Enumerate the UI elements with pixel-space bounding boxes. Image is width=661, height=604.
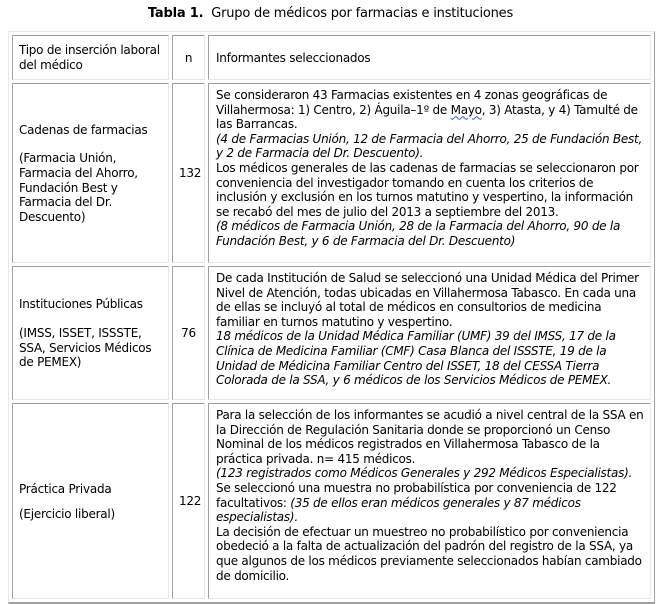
description-note: 18 médicos de la Unidad Médica Familiar (UMF) 39 del IMSS, 17 de la Clínica de Medicina Familiar (CMF) Casa Blanca del ISSSTE, 19 de la Unidad de Médicina Familiar Centro del ISSET, 18 del CESSA Tierra Colorada de la SSA, y 6 médicos de los Servicios Médicos de PEMEX.: [216, 329, 616, 388]
description-note: (123 registrados como Médicos Generales y 292 Médicos Especialistas).: [216, 466, 633, 481]
description-note: (8 médicos de Farmacia Unión, 28 de la Farmacia del Ahorro, 90 de la Fundación Best, y 6 de Farmacia del Dr. Descuento): [216, 219, 621, 248]
table-row-private-practice: [12, 403, 651, 599]
table-row-public-institutions: [12, 266, 651, 400]
description-paragraph: De cada Institución de Salud se seleccionó una Unidad Médica del Primer Nivel de Atención, todas ubicadas en Villahermosa Tabasco. En cada una de ellas se incluyó al total de médicos en consultorios de medicina familiar en turnos matutino y vespertino.: [216, 271, 639, 329]
physicians-table: [8, 31, 655, 604]
description-paragraph: [216, 88, 644, 132]
n-value: 122: [172, 403, 205, 599]
type-detail: (Farmacia Unión, Farmacia del Ahorro, Fundación Best y Farmacia del Dr. Descuento): [19, 151, 138, 224]
type-cell: [12, 266, 169, 400]
table-caption: [0, 6, 661, 22]
table-caption-label: Tabla 1.: [147, 6, 204, 21]
table-header-row: [12, 35, 651, 80]
type-title: Instituciones Públicas: [19, 297, 143, 312]
type-detail: (IMSS, ISSET, ISSSTE, SSA, Servicios Médicos de PEMEX): [19, 325, 152, 370]
description-note: (4 de Farmacias Unión, 12 de Farmacia del Ahorro, 25 de Fundación Best, y 2 de Farmacia del Dr. Descuento).: [216, 131, 643, 161]
description-paragraph: Los médicos generales de las cadenas de farmacias se seleccionaron por conveniencia del investigador tomando en cuenta los criterios de inclusión y exclusión en los turnos matutino y vespertino, la información se recabó del mes de julio del 2013 a septiembre del 2013.: [216, 160, 639, 219]
type-cell: [12, 83, 169, 263]
description-paragraph: La decisión de efectuar un muestreo no probabilístico por conveniencia obedeció a la falta de actualización del padrón del registro de la SSA, ya que algunos de los médicos previamente seleccionados habían cambiado de domicilio.: [216, 524, 642, 583]
type-title: Práctica Privada: [19, 481, 112, 496]
description-note: (35 de ellos eran médicos generales y 87 médicos especialistas).: [216, 495, 581, 525]
description-cell: [208, 266, 651, 400]
description-text: Se consideraron 43 Farmacias existentes en 4 zonas geográficas de Villahermosa: 1) Centro, 2) Águila–1º de: [216, 88, 608, 117]
header-type: Tipo de inserción laboral del médico: [12, 35, 169, 80]
type-cell: [12, 403, 169, 599]
description-paragraph: [216, 481, 644, 525]
type-detail: (Ejercicio liberal): [19, 506, 115, 521]
description-text: Se seleccionó una muestra no probabilística por conveniencia de 122 facultativos:: [216, 480, 617, 510]
n-value: 76: [172, 266, 205, 400]
description-text: , 3) Atasta, y 4) Tamulté de las Barrancas.: [216, 102, 638, 132]
spellcheck-flagged-word[interactable]: Mayo: [450, 102, 482, 117]
description-paragraph: Para la selección de los informantes se acudió a nivel central de la SSA en la Dirección de Regulación Sanitaria donde se proporcionó un Censo Nominal de los médicos registrados en Villahermosa Tabasco de la práctica privada. n= 415 médicos.: [216, 408, 644, 466]
table-caption-title: Grupo de médicos por farmacias e instituciones: [211, 6, 514, 21]
description-cell: [208, 403, 651, 599]
table-row-pharmacy-chains: [12, 83, 651, 263]
header-informants: Informantes seleccionados: [208, 35, 651, 80]
n-value: 132: [172, 83, 205, 263]
type-title: Cadenas de farmacias: [19, 122, 148, 137]
description-cell: [208, 83, 651, 263]
header-n: n: [172, 35, 205, 80]
